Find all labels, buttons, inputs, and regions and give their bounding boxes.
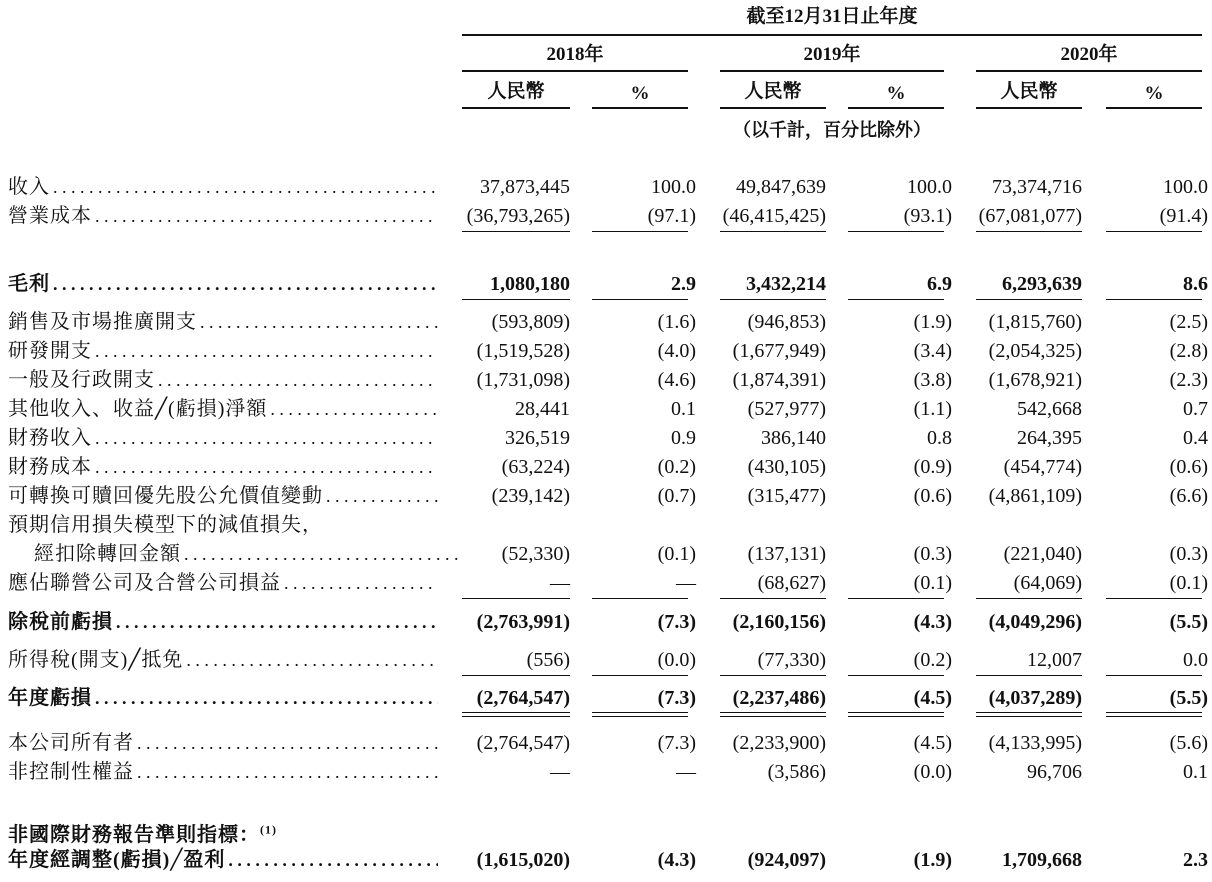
row-label xyxy=(34,540,464,569)
table-row xyxy=(0,569,1212,598)
cell-value: (2,160,156) xyxy=(732,611,826,633)
row-label-text: 研發開支 xyxy=(8,340,95,362)
double-rule xyxy=(462,712,570,717)
cell-value: (0.1) xyxy=(1169,572,1208,594)
row-label-text: 經扣除轉回金額 xyxy=(34,543,184,565)
cell-value: 0.9 xyxy=(671,427,696,449)
single-rule xyxy=(1106,299,1202,300)
table-row xyxy=(0,729,1212,758)
table-row xyxy=(0,511,1212,540)
cell-value: (2,237,486) xyxy=(732,687,826,709)
single-rule xyxy=(720,299,826,300)
cell-value: — xyxy=(676,572,696,594)
row-label xyxy=(8,511,438,540)
row-label xyxy=(8,308,438,337)
row-label xyxy=(8,395,438,424)
cell-value: (1.9) xyxy=(913,311,952,333)
cell-value: (221,040) xyxy=(1003,543,1082,565)
cell-value: 2.3 xyxy=(1183,849,1208,871)
double-rule xyxy=(592,712,688,717)
table-row xyxy=(0,173,1212,202)
sub-underline xyxy=(592,107,688,109)
table-row xyxy=(0,482,1212,511)
year-underline-2018 xyxy=(462,70,688,72)
sub-underline xyxy=(1106,107,1202,109)
single-rule xyxy=(848,299,944,300)
row-label-text: 應佔聯營公司及合營公司損益 xyxy=(8,572,284,594)
row-label-text: 預期信用損失模型下的減值損失， xyxy=(8,514,326,536)
table-row xyxy=(0,646,1212,675)
row-label xyxy=(8,173,438,202)
sub-underline xyxy=(720,107,826,109)
cell-value: (4,037,289) xyxy=(988,687,1082,709)
row-label-text: 所得稅(開支)╱抵免 xyxy=(8,649,186,671)
period-header: 截至12月31日止年度 xyxy=(746,6,918,27)
row-label-text: 收入 xyxy=(8,176,53,198)
single-rule xyxy=(1106,675,1202,676)
single-rule xyxy=(720,675,826,676)
cell-value: (430,105) xyxy=(747,456,826,478)
cell-value: 1,709,668 xyxy=(1002,849,1082,871)
cell-value: (4.0) xyxy=(657,340,696,362)
cell-value: (1,615,020) xyxy=(476,849,570,871)
cell-value: (7.3) xyxy=(657,611,696,633)
cell-value: 0.8 xyxy=(927,427,952,449)
cell-value: 100.0 xyxy=(907,176,952,198)
cell-value: (91.4) xyxy=(1159,205,1208,227)
cell-value: (4.6) xyxy=(657,369,696,391)
cell-value: (3.8) xyxy=(913,369,952,391)
single-rule xyxy=(592,675,688,676)
cell-value: (2,764,547) xyxy=(476,687,570,709)
cell-value: (4.3) xyxy=(913,611,952,633)
cell-value: (1.9) xyxy=(913,849,952,871)
cell-value: (5.5) xyxy=(1169,611,1208,633)
cell-value: — xyxy=(550,761,570,783)
cell-value: (4,133,995) xyxy=(988,732,1082,754)
cell-value: (315,477) xyxy=(747,485,826,507)
cell-value: 6,293,639 xyxy=(1002,273,1082,295)
cell-value: (2.8) xyxy=(1169,340,1208,362)
cell-value: (924,097) xyxy=(747,849,826,871)
single-rule xyxy=(720,231,826,232)
row-label-text: 可轉換可贖回優先股公允價值變動 xyxy=(8,485,326,507)
cell-value: 100.0 xyxy=(651,176,696,198)
cell-value: (0.2) xyxy=(657,456,696,478)
row-label-text: 本公司所有者 xyxy=(8,732,137,754)
cell-value: (0.2) xyxy=(913,649,952,671)
single-rule xyxy=(848,231,944,232)
row-label xyxy=(8,815,438,850)
single-rule xyxy=(720,598,826,599)
cell-value: (3.4) xyxy=(913,340,952,362)
cell-value: — xyxy=(676,761,696,783)
table-row xyxy=(0,424,1212,453)
cell-value: 542,668 xyxy=(1017,398,1082,420)
cell-value: (137,131) xyxy=(747,543,826,565)
row-label xyxy=(8,482,438,511)
cell-value: (3,586) xyxy=(767,761,826,783)
cell-value: (93.1) xyxy=(903,205,952,227)
cell-value: (4.5) xyxy=(913,687,952,709)
year-underline-2019 xyxy=(720,70,944,72)
row-label-text: 銷售及市場推廣開支 xyxy=(8,311,200,333)
cell-value: (5.5) xyxy=(1169,687,1208,709)
single-rule xyxy=(592,231,688,232)
table-row xyxy=(0,608,1212,637)
row-label-text: 營業成本 xyxy=(8,205,95,227)
double-rule xyxy=(1106,712,1202,717)
table-row xyxy=(0,540,1212,569)
cell-value: (6.6) xyxy=(1169,485,1208,507)
cell-value: (4.3) xyxy=(657,849,696,871)
row-label xyxy=(8,846,438,875)
row-label xyxy=(8,453,438,482)
cell-value: (67,081,077) xyxy=(978,205,1082,227)
year-underline-2020 xyxy=(976,70,1202,72)
cell-value: (0.7) xyxy=(657,485,696,507)
single-rule xyxy=(462,231,570,232)
row-label xyxy=(8,202,438,231)
cell-value: 0.0 xyxy=(1183,649,1208,671)
cell-value: (77,330) xyxy=(757,649,826,671)
currency-header-2019: 人民幣 xyxy=(744,81,802,102)
cell-value: (7.3) xyxy=(657,687,696,709)
cell-value: (63,224) xyxy=(501,456,570,478)
row-label xyxy=(8,337,438,366)
unit-note: （以千計，百分比除外） xyxy=(733,120,931,140)
row-label xyxy=(8,729,438,758)
cell-value: 264,395 xyxy=(1017,427,1082,449)
single-rule xyxy=(976,299,1082,300)
cell-value: (2.5) xyxy=(1169,311,1208,333)
cell-value: (946,853) xyxy=(747,311,826,333)
cell-value: (0.3) xyxy=(913,543,952,565)
cell-value: (556) xyxy=(526,649,570,671)
table-row xyxy=(0,815,1212,844)
row-label-text: 財務成本 xyxy=(8,456,95,478)
row-label xyxy=(8,424,438,453)
cell-value: (0.6) xyxy=(1169,456,1208,478)
single-rule xyxy=(462,598,570,599)
cell-value: (1,678,921) xyxy=(988,369,1082,391)
cell-value: (1,519,528) xyxy=(476,340,570,362)
row-label xyxy=(8,684,438,713)
cell-value: (1,677,949) xyxy=(732,340,826,362)
single-rule xyxy=(976,598,1082,599)
cell-value: (52,330) xyxy=(501,543,570,565)
year-header-2020: 2020年 xyxy=(1060,44,1118,65)
row-label-text: 非國際財務報告準則指標：$^{(1)}$ xyxy=(8,824,280,846)
cell-value: (239,142) xyxy=(491,485,570,507)
sub-underline xyxy=(848,107,944,109)
table-row xyxy=(0,453,1212,482)
cell-value: (2,763,991) xyxy=(476,611,570,633)
cell-value: (2,233,900) xyxy=(732,732,826,754)
year-header-2019: 2019年 xyxy=(803,44,861,65)
row-label-text: 財務收入 xyxy=(8,427,95,449)
row-label-text: 一般及行政開支 xyxy=(8,369,158,391)
cell-value: 0.4 xyxy=(1183,427,1208,449)
percent-header-2018: % xyxy=(630,83,650,104)
cell-value: 37,873,445 xyxy=(480,176,570,198)
currency-header-2020: 人民幣 xyxy=(1000,81,1058,102)
table-row xyxy=(0,202,1212,231)
cell-value: (0.1) xyxy=(913,572,952,594)
single-rule xyxy=(592,598,688,599)
single-rule xyxy=(592,299,688,300)
cell-value: (2.3) xyxy=(1169,369,1208,391)
cell-value: 49,847,639 xyxy=(736,176,826,198)
cell-value: 386,140 xyxy=(761,427,826,449)
cell-value: (1,874,391) xyxy=(732,369,826,391)
percent-header-2020: % xyxy=(1144,83,1164,104)
cell-value: 326,519 xyxy=(505,427,570,449)
cell-value: (0.6) xyxy=(913,485,952,507)
table-row xyxy=(0,337,1212,366)
cell-value: (97.1) xyxy=(647,205,696,227)
cell-value: (2,764,547) xyxy=(476,732,570,754)
percent-header-2019: % xyxy=(886,83,906,104)
row-label xyxy=(8,646,438,675)
cell-value: 0.7 xyxy=(1183,398,1208,420)
table-row xyxy=(0,846,1212,875)
row-label-text: 非控制性權益 xyxy=(8,761,137,783)
footnote-marker: (1) xyxy=(260,822,277,836)
cell-value: 6.9 xyxy=(927,273,952,295)
table-row xyxy=(0,395,1212,424)
single-rule xyxy=(462,299,570,300)
row-label-text: 年度虧損 xyxy=(8,687,95,709)
cell-value: 73,374,716 xyxy=(992,176,1082,198)
single-rule xyxy=(848,675,944,676)
cell-value: (4,049,296) xyxy=(988,611,1082,633)
sub-underline xyxy=(462,107,570,109)
cell-value: 2.9 xyxy=(671,273,696,295)
double-rule xyxy=(848,712,944,717)
cell-value: (593,809) xyxy=(491,311,570,333)
double-rule xyxy=(976,712,1082,717)
single-rule xyxy=(1106,231,1202,232)
cell-value: 96,706 xyxy=(1027,761,1082,783)
year-header-2018: 2018年 xyxy=(546,44,604,65)
double-rule xyxy=(720,712,826,717)
row-label-text: 除稅前虧損 xyxy=(8,611,116,633)
cell-value: 28,441 xyxy=(515,398,570,420)
cell-value: (36,793,265) xyxy=(466,205,570,227)
cell-value: (1,815,760) xyxy=(988,311,1082,333)
cell-value: 1,080,180 xyxy=(490,273,570,295)
row-label xyxy=(8,758,438,787)
row-label-text: 毛利 xyxy=(8,273,53,295)
single-rule xyxy=(976,231,1082,232)
cell-value: 3,432,214 xyxy=(746,273,826,295)
cell-value: (68,627) xyxy=(757,572,826,594)
cell-value: 0.1 xyxy=(1183,761,1208,783)
cell-value: (0.9) xyxy=(913,456,952,478)
cell-value: (1,731,098) xyxy=(476,369,570,391)
cell-value: (0.0) xyxy=(657,649,696,671)
cell-value: (7.3) xyxy=(657,732,696,754)
cell-value: (46,415,425) xyxy=(722,205,826,227)
row-label xyxy=(8,608,438,637)
cell-value: (0.3) xyxy=(1169,543,1208,565)
cell-value: (1.1) xyxy=(913,398,952,420)
cell-value: (2,054,325) xyxy=(988,340,1082,362)
row-label xyxy=(8,366,438,395)
cell-value: (5.6) xyxy=(1169,732,1208,754)
cell-value: 12,007 xyxy=(1027,649,1082,671)
table-row xyxy=(0,758,1212,787)
cell-value: (4,861,109) xyxy=(988,485,1082,507)
row-label xyxy=(8,270,438,299)
cell-value: (1.6) xyxy=(657,311,696,333)
currency-header-2018: 人民幣 xyxy=(487,81,545,102)
table-row xyxy=(0,366,1212,395)
cell-value: (454,774) xyxy=(1003,456,1082,478)
single-rule xyxy=(1106,598,1202,599)
cell-value: (0.1) xyxy=(657,543,696,565)
single-rule xyxy=(976,675,1082,676)
row-label-text: 年度經調整(虧損)╱盈利 xyxy=(8,849,228,871)
cell-value: 100.0 xyxy=(1163,176,1208,198)
cell-value: (527,977) xyxy=(747,398,826,420)
cell-value: 0.1 xyxy=(671,398,696,420)
cell-value: — xyxy=(550,572,570,594)
sub-underline xyxy=(976,107,1082,109)
single-rule xyxy=(848,598,944,599)
cell-value: (4.5) xyxy=(913,732,952,754)
cell-value: 8.6 xyxy=(1183,273,1208,295)
row-label-text: 其他收入、收益╱(虧損)淨額 xyxy=(8,398,270,420)
table-row xyxy=(0,308,1212,337)
table-row xyxy=(0,270,1212,299)
single-rule xyxy=(462,675,570,676)
table-row xyxy=(0,684,1212,713)
row-label xyxy=(8,569,438,598)
period-underline xyxy=(462,34,1202,36)
cell-value: (64,069) xyxy=(1013,572,1082,594)
cell-value: (0.0) xyxy=(913,761,952,783)
